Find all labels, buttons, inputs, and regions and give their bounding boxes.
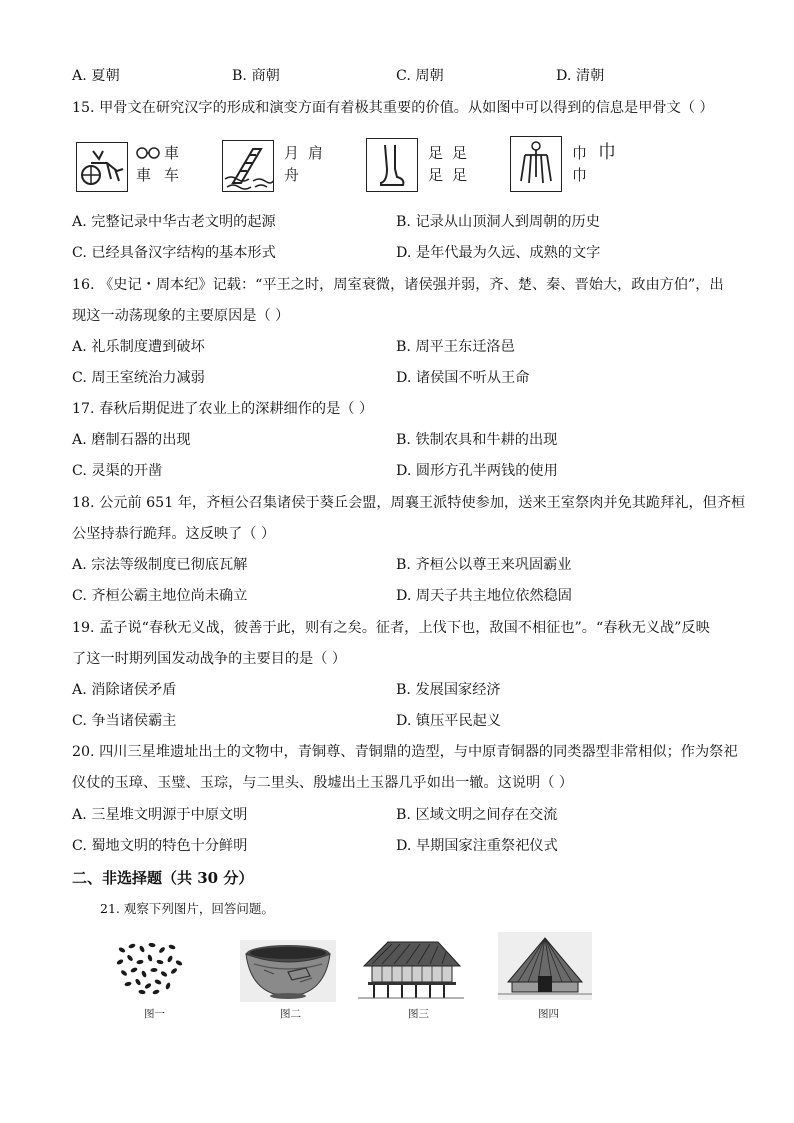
fig1-char-bottom-b: 车 [164,166,180,184]
cloth-icon [510,136,562,192]
q16-option-a: A. 礼乐制度遭到破坏 [72,339,205,355]
q15-stem: 15. 甲骨文在研究汉字的形成和演变方面有着极其重要的价值。从如图中可以得到的信息是甲骨文（ ） [72,100,714,116]
q20-stem-line2: 仪仗的玉璋、玉璧、玉琮，与二里头、殷墟出土玉器几乎如出一辙。这说明（ ） [72,775,574,791]
q18-stem-line1: 18. 公元前 651 年，齐桓公召集诸侯于葵丘会盟，周襄王派特使参加，送来王室祭肉并免其跪拜礼，但齐桓 [72,495,746,511]
grain-seeds-image [112,940,188,996]
q14-option-a: A. 夏朝 [72,68,120,84]
fig2-char-bottom: 舟 [284,166,300,184]
fig3-char-bottom-a: 足 [428,166,444,184]
figure-2-caption: 图二 [280,1008,301,1020]
fig2-char-top-a: 月 [284,144,300,162]
figure-1-caption: 图一 [144,1008,165,1020]
q18-stem-line2: 公坚持恭行跪拜。这反映了（ ） [72,526,276,542]
chariot-icon [76,142,128,192]
q18-option-b: B. 齐桓公以尊王来巩固霸业 [396,557,572,573]
fig1-char-bottom-a: 車 [136,166,152,184]
q15-option-d: D. 是年代最为久远、成熟的文字 [396,245,601,261]
fig4-char-top-b: 巾 [598,142,616,163]
q21-stem: 21. 观察下列图片，回答问题。 [100,901,274,916]
fig2-char-top-b: 肩 [308,144,324,162]
q17-option-a: A. 磨制石器的出现 [72,432,191,448]
stilt-house-image [358,938,464,1002]
q17-stem: 17. 春秋后期促进了农业上的深耕细作的是（ ） [72,401,374,417]
fig1-char-top: 車 [164,144,180,162]
q18-option-c: C. 齐桓公霸主地位尚未确立 [72,588,248,604]
q16-option-d: D. 诸侯国不听从王命 [396,370,530,386]
q15-option-b: B. 记录从山顶洞人到周朝的历史 [396,214,600,230]
q17-option-b: B. 铁制农具和牛耕的出现 [396,432,558,448]
q14-option-c: C. 周朝 [396,68,444,84]
fig4-char-bottom: 巾 [572,166,588,184]
q15-option-c: C. 已经具备汉字结构的基本形式 [72,245,276,261]
q20-option-c: C. 蜀地文明的特色十分鲜明 [72,838,248,854]
figure-4-caption: 图四 [538,1008,559,1020]
thatched-hut-image [498,932,592,1000]
q16-option-c: C. 周王室统治力减弱 [72,370,205,386]
q19-option-c: C. 争当诸侯霸主 [72,713,177,729]
q19-stem-line2: 了这一时期列国发动战争的主要目的是（ ） [72,651,347,667]
foot-icon [366,138,418,192]
section-heading: 二、非选择题（共 30 分） [72,869,254,887]
q20-option-d: D. 早期国家注重祭祀仪式 [396,838,558,854]
q19-option-d: D. 镇压平民起义 [396,713,502,729]
fig3-char-bottom-b: 足 [452,166,468,184]
q15-option-a: A. 完整记录中华古老文明的起源 [72,214,276,230]
q17-option-d: D. 圆形方孔半两钱的使用 [396,463,558,479]
q16-stem-line2: 现这一动荡现象的主要原因是（ ） [72,308,290,324]
pottery-bowl-image [240,940,336,1002]
q18-option-a: A. 宗法等级制度已彻底瓦解 [72,557,248,573]
q20-option-b: B. 区域文明之间存在交流 [396,807,558,823]
q20-option-a: A. 三星堆文明源于中原文明 [72,807,248,823]
q16-option-b: B. 周平王东迁洛邑 [396,339,515,355]
q14-option-b: B. 商朝 [232,68,280,84]
boat-icon [222,140,274,192]
fig4-char-top-a: 巾 [572,144,588,162]
fig3-char-top-a: 足 [428,144,444,162]
chariot-small-icon [136,146,160,160]
q20-stem-line1: 20. 四川三星堆遗址出土的文物中，青铜尊、青铜鼎的造型，与中原青铜器的同类器型非常相似；作为祭祀 [72,744,738,760]
figure-3-caption: 图三 [408,1008,429,1020]
q19-option-b: B. 发展国家经济 [396,682,501,698]
q17-option-c: C. 灵渠的开凿 [72,463,163,479]
fig3-char-top-b: 足 [452,144,468,162]
q19-stem-line1: 19. 孟子说“春秋无义战，彼善于此，则有之矣。征者，上伐下也，敌国不相征也”。“春秋无义战”反映 [72,620,710,636]
q14-option-d: D. 清朝 [556,68,605,84]
q19-option-a: A. 消除诸侯矛盾 [72,682,177,698]
q18-option-d: D. 周天子共主地位依然稳固 [396,588,572,604]
q16-stem-line1: 16. 《史记・周本纪》记载：“平王之时，周室衰微，诸侯强并弱，齐、楚、秦、晋始大，政由方伯”，出 [72,277,724,293]
